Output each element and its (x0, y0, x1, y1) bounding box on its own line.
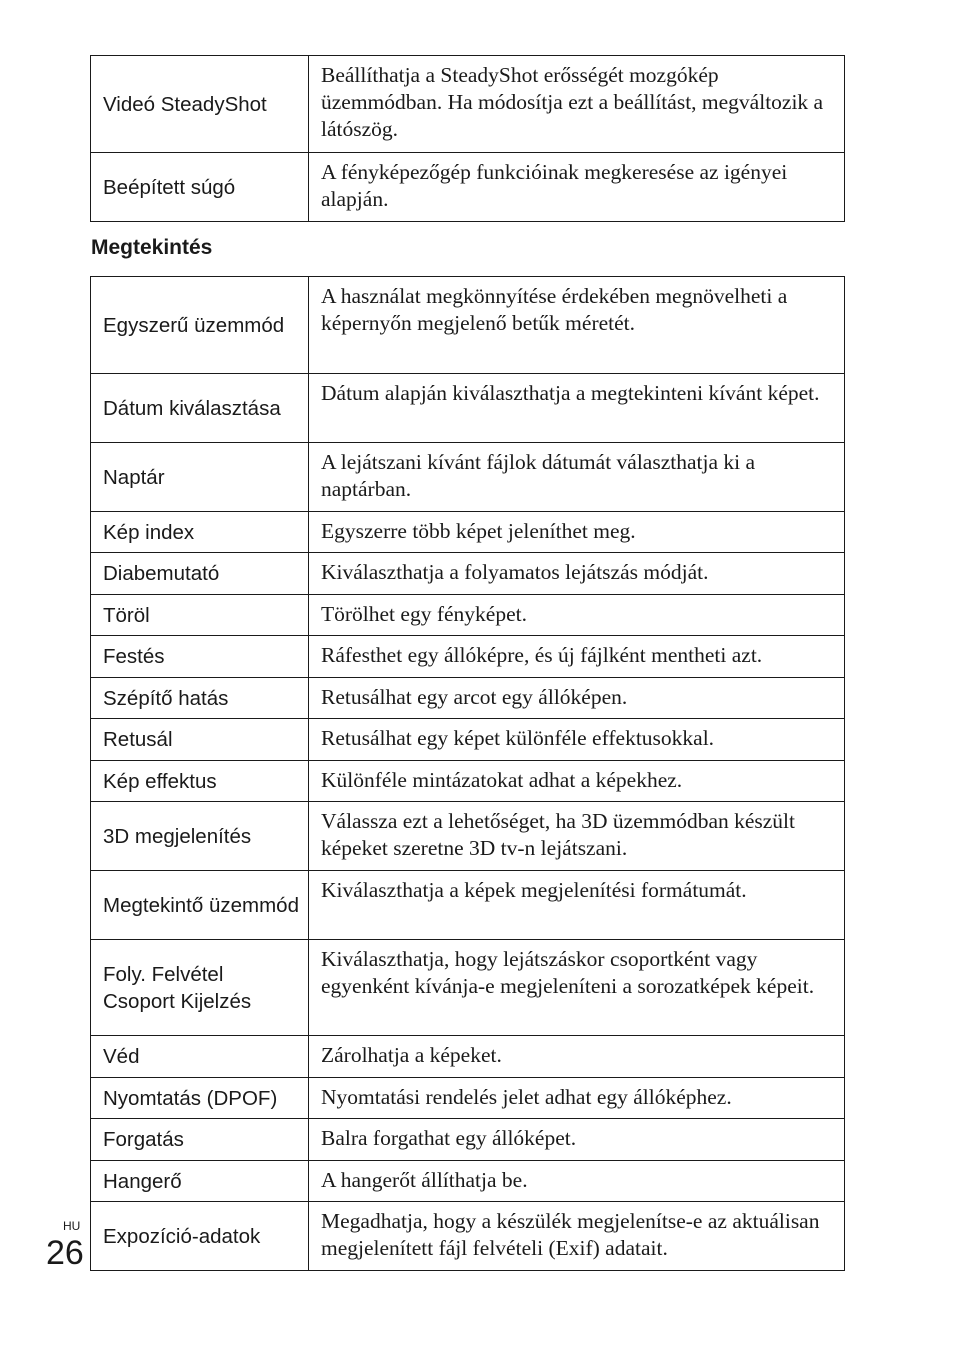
setting-description: Válassza ezt a lehetőséget, ha 3D üzemmódban készült képeket szeretne 3D tv-n lejátszani. (309, 802, 845, 871)
language-code: HU (63, 1219, 81, 1233)
table-row (91, 443, 845, 512)
setting-name: Töröl (91, 595, 309, 636)
setting-name: Foly. Felvétel Csoport Kijelzés (91, 940, 309, 1036)
table-row (91, 761, 845, 802)
table-row (91, 277, 845, 374)
section-title: Megtekintés (91, 236, 213, 259)
table-row (91, 1078, 845, 1119)
setting-name: Videó SteadyShot (91, 56, 309, 153)
table-row (91, 1161, 845, 1202)
setting-name: Hangerő (91, 1161, 309, 1202)
setting-description: Kiválaszthatja, hogy lejátszáskor csoportként vagy egyenként kívánja-e megjeleníteni a sorozatképek képeit. (309, 940, 845, 1036)
table-row (91, 512, 845, 553)
table-row (91, 153, 845, 222)
setting-name: Beépített súgó (91, 153, 309, 222)
setting-name: Retusál (91, 719, 309, 761)
setting-description: Beállíthatja a SteadyShot erősségét mozgókép üzemmódban. Ha módosítja ezt a beállítást, megváltozik a látószög. (309, 56, 845, 153)
page-number: 26 (46, 1234, 84, 1272)
setting-name: Diabemutató (91, 553, 309, 595)
setting-description: A fényképezőgép funkcióinak megkeresése az igényei alapján. (309, 153, 845, 222)
table-row (91, 374, 845, 443)
table-row (91, 595, 845, 636)
table-row (91, 553, 845, 595)
setting-description: Egyszerre több képet jeleníthet meg. (309, 512, 845, 553)
playback-settings-table (90, 276, 845, 1271)
setting-name: Festés (91, 636, 309, 678)
table-row (91, 1119, 845, 1161)
table-row (91, 719, 845, 761)
table-row (91, 1036, 845, 1078)
table-row (91, 678, 845, 719)
setting-name: 3D megjelenítés (91, 802, 309, 871)
setting-name: Egyszerű üzemmód (91, 277, 309, 374)
setting-description: A használat megkönnyítése érdekében megnövelheti a képernyőn megjelenő betűk méretét. (309, 277, 845, 374)
setting-name: Expozíció-adatok (91, 1202, 309, 1271)
table-row (91, 56, 845, 153)
setting-name: Forgatás (91, 1119, 309, 1161)
setting-description: A lejátszani kívánt fájlok dátumát választhatja ki a naptárban. (309, 443, 845, 512)
setting-name: Megtekintő üzemmód (91, 871, 309, 940)
setting-description: Ráfesthet egy állóképre, és új fájlként mentheti azt. (309, 636, 845, 678)
setting-name: Kép index (91, 512, 309, 553)
setting-description: Kiválaszthatja a folyamatos lejátszás módját. (309, 553, 845, 595)
setting-description: Balra forgathat egy állóképet. (309, 1119, 845, 1161)
setting-description: Retusálhat egy képet különféle effektusokkal. (309, 719, 845, 761)
setting-description: Dátum alapján kiválaszthatja a megtekinteni kívánt képet. (309, 374, 845, 443)
setting-description: Zárolhatja a képeket. (309, 1036, 845, 1078)
table-row (91, 940, 845, 1036)
setting-description: A hangerőt állíthatja be. (309, 1161, 845, 1202)
setting-description: Kiválaszthatja a képek megjelenítési formátumát. (309, 871, 845, 940)
setting-description: Különféle mintázatokat adhat a képekhez. (309, 761, 845, 802)
setting-name: Nyomtatás (DPOF) (91, 1078, 309, 1119)
setting-name: Véd (91, 1036, 309, 1078)
table-row (91, 636, 845, 678)
setting-name: Naptár (91, 443, 309, 512)
setting-description: Törölhet egy fényképet. (309, 595, 845, 636)
setting-description: Megadhatja, hogy a készülék megjelenítse-e az aktuálisan megjelenített fájl felvételi (Exif) adatait. (309, 1202, 845, 1271)
setting-description: Retusálhat egy arcot egy állóképen. (309, 678, 845, 719)
setting-name: Szépítő hatás (91, 678, 309, 719)
settings-table (90, 55, 845, 222)
setting-name: Kép effektus (91, 761, 309, 802)
table-row (91, 1202, 845, 1271)
setting-description: Nyomtatási rendelés jelet adhat egy állóképhez. (309, 1078, 845, 1119)
table-row (91, 871, 845, 940)
setting-name: Dátum kiválasztása (91, 374, 309, 443)
table-row (91, 802, 845, 871)
